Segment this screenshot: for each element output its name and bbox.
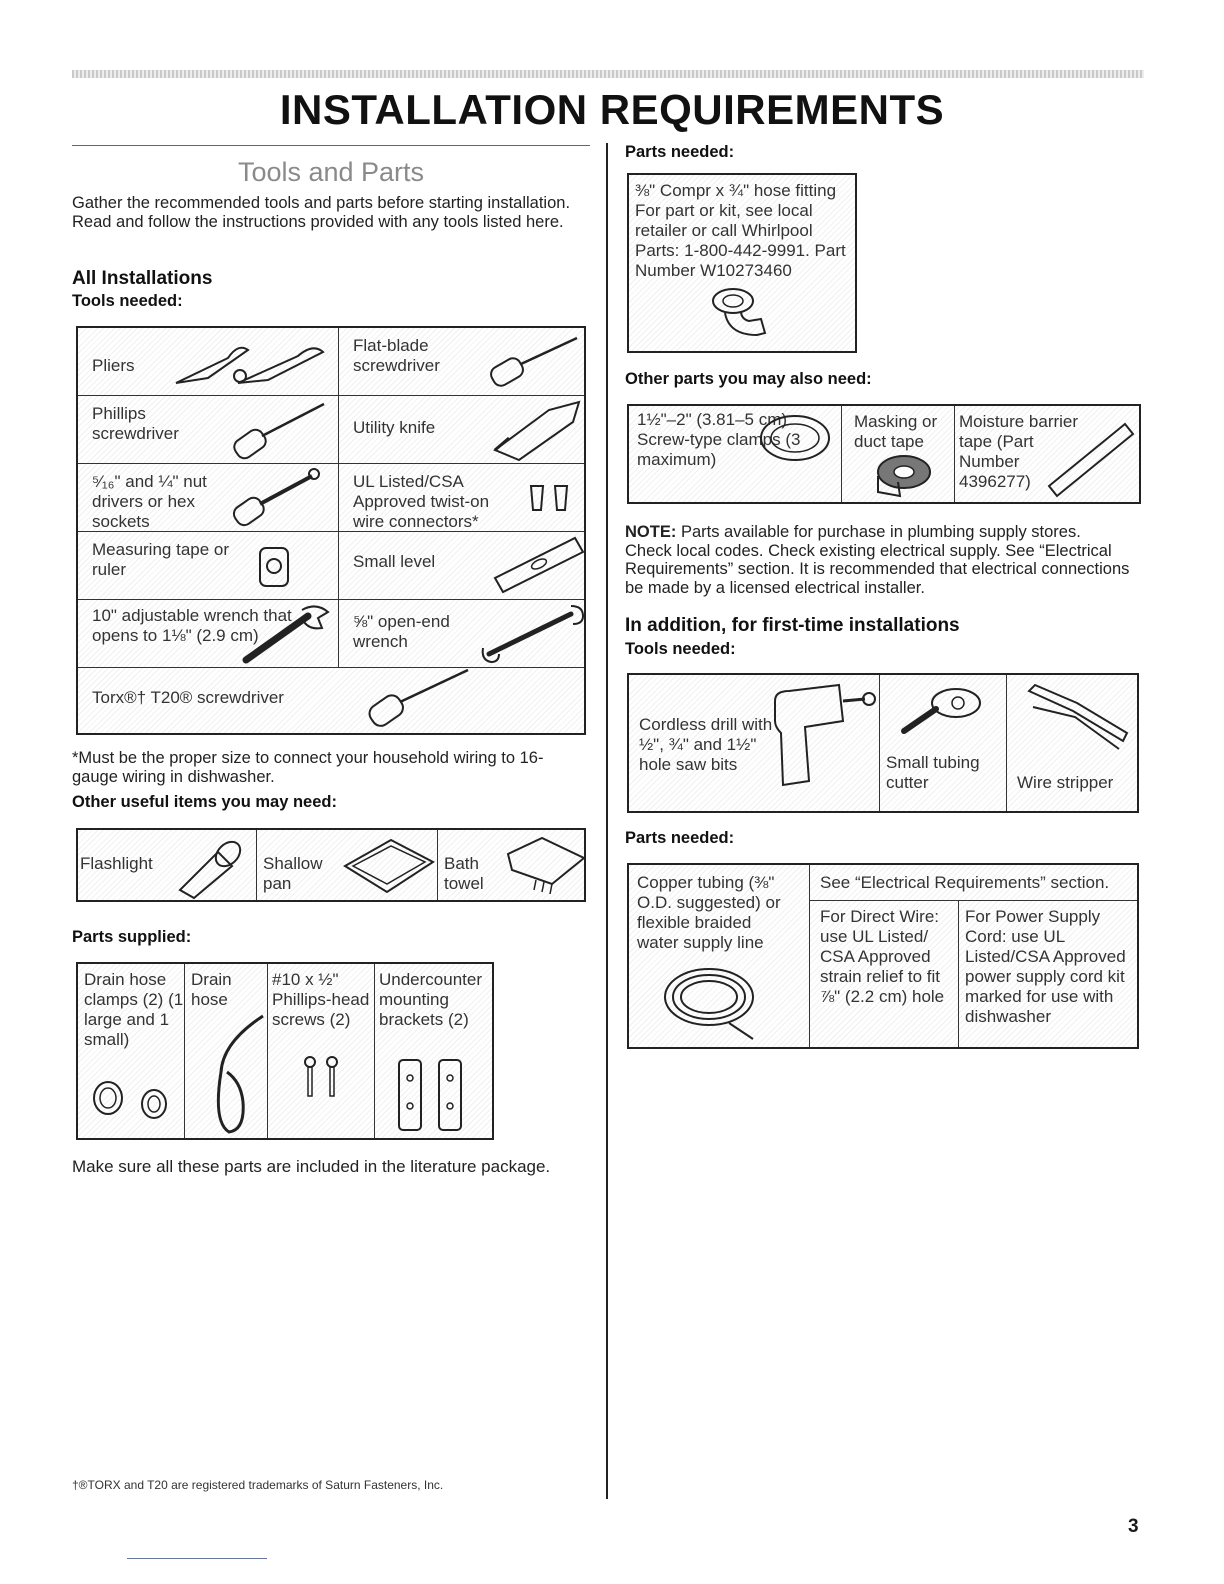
other-part-cell <box>955 405 1141 503</box>
level-icon <box>489 534 585 596</box>
utility-knife-icon <box>489 400 585 460</box>
tool-cell <box>339 531 586 599</box>
tools-table <box>76 326 586 735</box>
other-part-label: Moisture barrier tape (Part Number 4396277) <box>959 412 1079 491</box>
fitting-text: ⅜" Compr x ¾" hose fitting For part or kit, see local retailer or call Whirlpool Parts: 1-800-442-9991. Part Number W10273460 <box>635 181 846 280</box>
electrical-ref-cell <box>810 864 1139 900</box>
tool-label: ⁵⁄₁₆" and ¼" nut drivers or hex sockets <box>92 471 207 531</box>
first-tool-cell <box>628 674 880 812</box>
useful-items-table <box>76 828 586 902</box>
section-title: Tools and Parts <box>237 157 425 187</box>
tool-cell <box>339 463 586 531</box>
tool-cell <box>77 667 585 734</box>
tool-label: Torx®† T20® screwdriver <box>92 687 284 707</box>
footnote-star: *Must be the proper size to connect your household wiring to 16-gauge wiring in dishwasher. <box>72 749 544 786</box>
first-tool-cell <box>1007 674 1139 812</box>
bottom-rule <box>127 1558 267 1559</box>
first-time-heading: In addition, for first-time installations <box>625 615 960 636</box>
tool-label: Utility knife <box>353 417 436 437</box>
first-tool-label: Wire stripper <box>1017 773 1114 792</box>
fitting-cell <box>628 174 856 352</box>
tool-cell <box>339 395 586 463</box>
other-parts-label: Other parts you may also need: <box>625 370 872 388</box>
tool-label: Measuring tape or ruler <box>92 539 230 579</box>
tool-cell <box>77 395 339 463</box>
all-installations-heading: All Installations <box>72 268 213 289</box>
supplied-cell <box>268 963 375 1139</box>
tool-label: Flat-blade screwdriver <box>353 336 440 375</box>
first-tool-label: Small tubing cutter <box>886 753 980 792</box>
useful-cell <box>257 829 438 901</box>
measuring-tape-icon <box>256 544 296 594</box>
tool-cell <box>77 531 339 599</box>
useful-label: Bath towel <box>444 854 484 893</box>
useful-cell <box>77 829 257 901</box>
note-label: NOTE: <box>625 523 677 541</box>
note-body: Parts available for purchase in plumbing supply stores. Check local codes. Check existing electrical supply. See “Electrical Requirements” section. It is recommended that electrical connections be made by a licensed electrical installer. <box>625 523 1130 597</box>
tool-label: UL Listed/CSA Approved twist-on wire connectors* <box>353 471 490 531</box>
tool-cell <box>339 327 586 395</box>
page-number: 3 <box>1128 1516 1139 1537</box>
useful-label: Flashlight <box>80 854 153 873</box>
shallow-pan-icon <box>341 836 437 898</box>
direct-wire-cell <box>810 900 959 1048</box>
useful-items-label: Other useful items you may need: <box>72 793 337 811</box>
other-part-label: 1½"–2" (3.81–5 cm) Screw-type clamps (3 maximum) <box>637 410 801 469</box>
page-title: INSTALLATION REQUIREMENTS <box>279 86 945 133</box>
supplied-cell <box>185 963 268 1139</box>
adjustable-wrench-icon <box>238 602 338 666</box>
tool-label: 10" adjustable wrench that opens to 1⅛" (2.9 cm) <box>92 605 292 645</box>
tool-label: Small level <box>353 551 436 571</box>
duct-tape-icon <box>874 452 934 500</box>
tool-label: Pliers <box>92 356 135 375</box>
useful-cell <box>438 829 586 901</box>
flashlight-icon <box>170 832 250 900</box>
power-cord-cell <box>959 900 1139 1048</box>
other-part-cell <box>628 405 842 503</box>
copper-tubing-icon <box>659 961 779 1041</box>
first-tool-label: Cordless drill with ½", ¾" and 1½" hole saw bits <box>639 715 773 774</box>
other-parts-table <box>627 404 1141 504</box>
moisture-tape-icon <box>1045 422 1135 498</box>
wire-connector-icon <box>527 482 577 516</box>
column-divider <box>606 143 608 1499</box>
supplied-label: Drain hose clamps (2) (1 large and 1 small) <box>84 970 184 1049</box>
cordless-drill-icon <box>765 681 879 801</box>
first-tools-table <box>627 673 1139 813</box>
electrical-ref: See “Electrical Requirements” section. <box>820 873 1110 892</box>
power-cord-text: For Power Supply Cord: use UL Listed/CSA Approved power supply cord kit marked for use with dishwasher <box>965 906 1126 1026</box>
tools-needed-label: Tools needed: <box>72 292 183 310</box>
supplied-label: Undercounter mounting brackets (2) <box>379 970 483 1029</box>
first-tools-label: Tools needed: <box>625 640 736 658</box>
section-divider <box>72 145 590 146</box>
tool-label: ⅝" open-end wrench <box>353 611 450 651</box>
flat-screwdriver-icon <box>485 332 585 390</box>
useful-label: Shallow pan <box>263 854 323 893</box>
drain-hose-icon <box>193 1012 269 1138</box>
tool-label: Phillips screwdriver <box>92 403 179 443</box>
screws-icon <box>298 1056 348 1104</box>
other-part-label: Masking or duct tape <box>854 412 938 451</box>
other-part-cell <box>842 405 955 503</box>
parts-supplied-label: Parts supplied: <box>72 928 192 946</box>
first-parts-table <box>627 863 1139 1049</box>
nut-driver-icon <box>228 468 324 530</box>
parts-supplied-table <box>76 962 494 1140</box>
package-note: Make sure all these parts are included in the literature package. <box>72 1157 551 1176</box>
header-band <box>72 70 1144 78</box>
intro-text: Gather the recommended tools and parts before starting installation. Read and follow the instructions provided with any tools listed here. <box>72 194 571 231</box>
first-parts-label: Parts needed: <box>625 829 735 847</box>
trademark-note: †®TORX and T20 are registered trademarks of Saturn Fasteners, Inc. <box>72 1478 444 1492</box>
tool-cell <box>77 327 339 395</box>
torx-screwdriver-icon <box>364 668 474 732</box>
copper-cell <box>628 864 810 1048</box>
mounting-bracket-icon <box>395 1054 475 1134</box>
phillips-screwdriver-icon <box>228 400 328 462</box>
direct-wire-text: For Direct Wire: use UL Listed/ CSA Approved strain relief to fit ⅞" (2.2 cm) hole <box>820 906 945 1006</box>
note-text <box>625 523 1130 597</box>
supplied-cell <box>77 963 185 1139</box>
screw-clamp-icon <box>757 410 833 470</box>
tool-cell <box>339 599 586 667</box>
bath-towel-icon <box>502 834 588 898</box>
pliers-icon <box>168 338 328 388</box>
supplied-label: Drain hose <box>191 970 232 1009</box>
wire-stripper-icon <box>1023 681 1135 761</box>
copper-label: Copper tubing (⅜" O.D. suggested) or flexible braided water supply line <box>637 873 781 952</box>
tool-cell <box>77 599 339 667</box>
supplied-cell <box>375 963 494 1139</box>
hose-clamp-icon <box>88 1068 178 1124</box>
parts-needed-label: Parts needed: <box>625 143 735 161</box>
supplied-label: #10 x ½" Phillips-head screws (2) <box>272 970 370 1029</box>
hose-fitting-icon <box>705 285 785 347</box>
fitting-box <box>627 173 857 353</box>
tubing-cutter-icon <box>896 683 992 747</box>
open-end-wrench-icon <box>479 602 589 666</box>
tool-cell <box>77 463 339 531</box>
first-tool-cell <box>880 674 1007 812</box>
